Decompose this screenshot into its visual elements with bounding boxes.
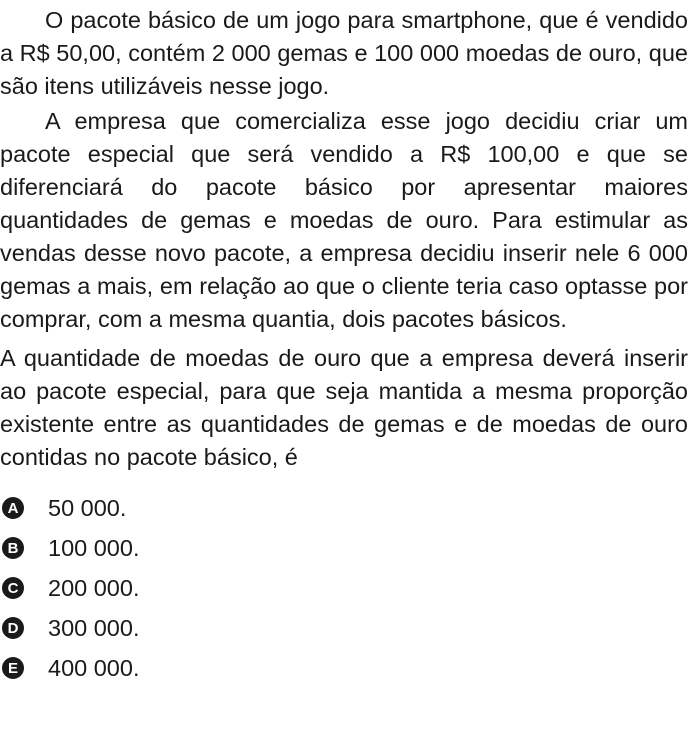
answer-options [0,488,688,688]
question-paragraph-2: A empresa que comercializa esse jogo decidiu criar um pacote especial que será vendido a R$ 100,00 e que se diferenciará do pacote básico por apresentar maiores quantidades de gemas e moedas de ouro. Para estimular as vendas desse novo pacote, a empresa decidiu inserir nele 6 000 gemas a mais, em relação ao que o cliente teria caso optasse por comprar, com a mesma quantia, dois pacotes básicos. [0,108,688,332]
option-e[interactable] [0,648,688,688]
option-letter-a-icon: A [2,497,24,519]
option-e-text: 400 000. [48,654,140,681]
option-letter-c-icon: C [2,577,24,599]
option-d-text: 300 000. [48,614,140,641]
option-d[interactable] [0,608,688,648]
question-paragraph-1: O pacote básico de um jogo para smartphone, que é vendido a R$ 50,00, contém 2 000 gemas e 100 000 moedas de ouro, que são itens utilizáveis nesse jogo. [0,7,688,99]
option-a-text: 50 000. [48,494,127,521]
option-letter-b-icon: B [2,537,24,559]
option-c-text: 200 000. [48,574,140,601]
question-stem: A quantidade de moedas de ouro que a empresa deverá inserir ao pacote especial, para que seja mantida a mesma proporção existente entre as quantidades de gemas e de moedas de ouro contidas no pacote básico, é [0,345,688,470]
option-c[interactable] [0,568,688,608]
option-b-text: 100 000. [48,534,140,561]
option-a[interactable] [0,488,688,528]
option-letter-d-icon: D [2,617,24,639]
option-letter-e-icon: E [2,657,24,679]
option-b[interactable] [0,528,688,568]
